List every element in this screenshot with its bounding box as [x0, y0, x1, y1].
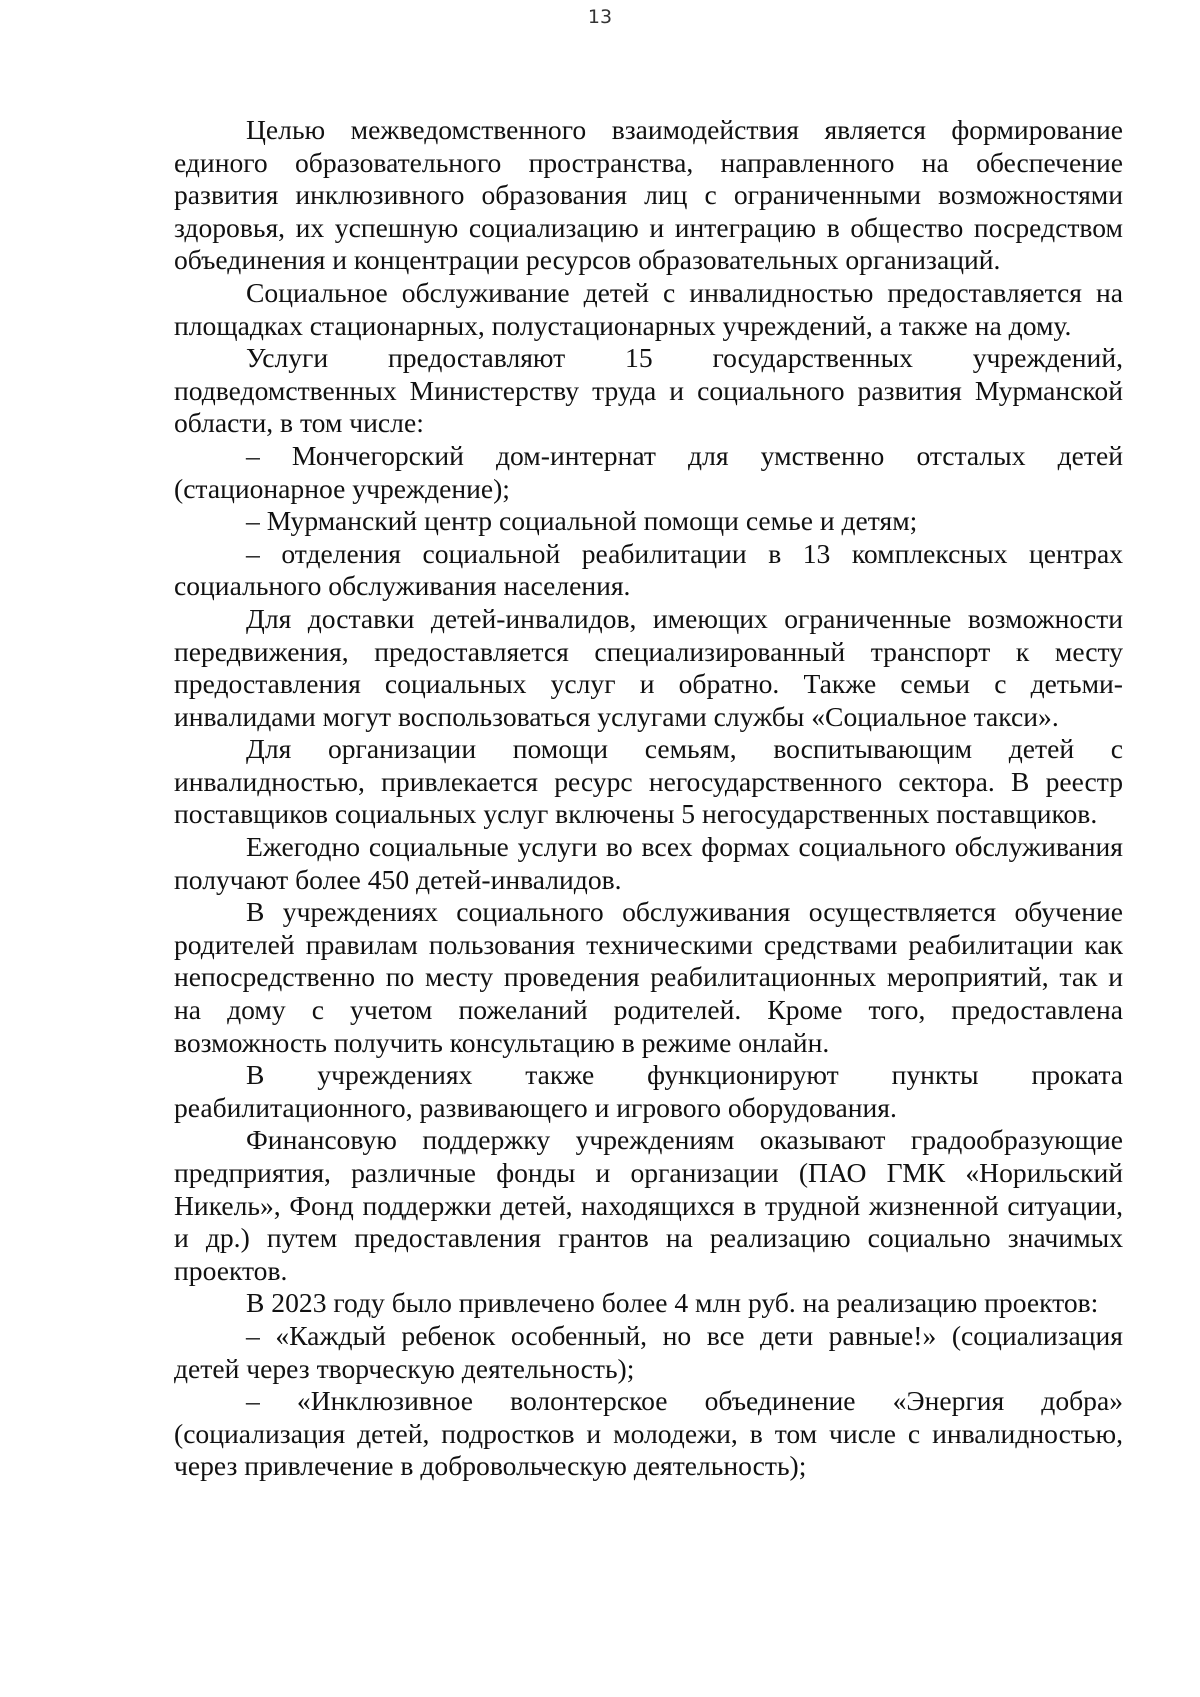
list-item: – Мурманский центр социальной помощи семье и детям; — [246, 505, 918, 537]
paragraph: Для организации помощи семьям, воспитывающим детей с инвалидностью, привлекается ресурс негосударственного сектора. В реестр поставщиков социальных услуг включены 5 негосударственных поставщиков. — [174, 733, 1123, 830]
paragraph: Ежегодно социальные услуги во всех формах социального обслуживания получают более 450 детей-инвалидов. — [174, 831, 1123, 895]
paragraph: В 2023 году было привлечено более 4 млн руб. на реализацию проектов: — [246, 1287, 1099, 1319]
paragraph: В учреждениях социального обслуживания осуществляется обучение родителей правилам пользования техническими средствами реабилитации как непосредственно по месту проведения реабилитационных мероприятий, так и на дому с учетом пожеланий родителей. Кроме того, предоставлена возможность получить консультацию в режиме онлайн. — [174, 896, 1123, 1058]
paragraph: В учреждениях также функционируют пункты проката реабилитационного, развивающего и игрового оборудования. — [174, 1059, 1123, 1123]
paragraph: Социальное обслуживание детей с инвалидностью предоставляется на площадках стационарных, полустационарных учреждений, а также на дому. — [174, 276, 1123, 341]
paragraph: Для доставки детей-инвалидов, имеющих ограниченные возможности передвижения, предоставляется специализированный транспорт к месту предоставления социальных услуг и обратно. Также семьи с детьми-инвалидами могут воспользоваться услугами службы «Социальное такси». — [174, 602, 1123, 732]
list-item: – «Инклюзивное волонтерское объединение «Энергия добра» (социализация детей, подростков и молодежи, в том числе с инвалидностью, через привлечение в добровольческую деятельность); — [174, 1385, 1123, 1482]
paragraph: Финансовую поддержку учреждениям оказывают градообразующие предприятия, различные фонды и организации (ПАО ГМК «Норильский Никель», Фонд поддержки детей, находящихся в трудной жизненной ситуации, и др.) путем предоставления грантов на реализацию социально значимых проектов. — [174, 1124, 1123, 1286]
list-item: – Мончегорский дом-интернат для умственно отсталых детей (стационарное учреждение); — [174, 439, 1123, 504]
page-number: 13 — [587, 6, 613, 28]
document-body — [174, 114, 1123, 1483]
list-item: – отделения социальной реабилитации в 13 комплексных центрах социального обслуживания населения. — [174, 537, 1123, 602]
paragraph: Услуги предоставляют 15 государственных учреждений, подведомственных Министерству труда и социального развития Мурманской области, в том числе: — [174, 342, 1123, 439]
list-item: – «Каждый ребенок особенный, но все дети равные!» (социализация детей через творческую деятельность); — [174, 1319, 1123, 1384]
paragraph: Целью межведомственного взаимодействия является формирование единого образовательного пространства, направленного на обеспечение развития инклюзивного образования лиц с ограниченными возможностями здоровья, их успешную социализацию и интеграцию в общество посредством объединения и концентрации ресурсов образовательных организаций. — [174, 114, 1123, 276]
